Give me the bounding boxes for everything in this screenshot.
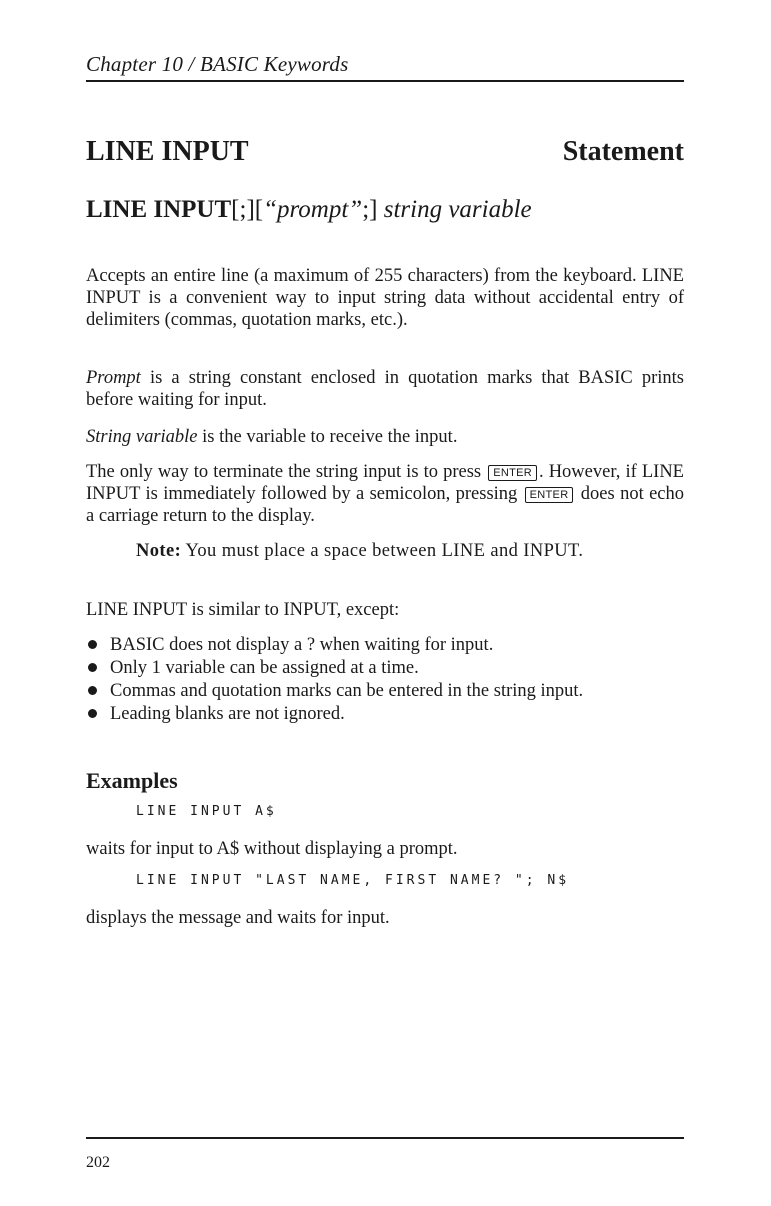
list-item: Commas and quotation marks can be entered in the string input. [86,680,684,702]
bullet-icon [88,686,97,695]
example-2-description: displays the message and waits for input. [86,908,390,928]
variable-paragraph [86,426,684,448]
similar-paragraph [86,599,684,621]
list-item: Leading blanks are not ignored. [86,703,684,725]
running-head: Chapter 10 / BASIC Keywords [86,52,349,76]
footer-rule [86,1137,684,1139]
header-rule [86,80,684,82]
syntax-optional-close: ;] [362,196,378,223]
terminate-text-c: does not echo a carriage return to the display. [86,484,684,526]
syntax-variable: string variable [377,196,532,223]
terminate-paragraph [86,461,684,527]
differences-list [86,634,684,726]
enter-key-glyph: ENTER [488,465,537,481]
list-item: BASIC does not display a ? when waiting for input. [86,634,684,656]
similar-text: LINE INPUT is similar to INPUT, except: [86,600,400,620]
syntax-line [86,196,532,224]
list-item: Only 1 variable can be assigned at a time. [86,657,684,679]
code-example-2: LINE INPUT "LAST NAME, FIRST NAME? "; N$ [136,873,570,888]
entry-type-label: Statement [562,136,684,167]
example-1-description: waits for input to A$ without displaying a prompt. [86,839,458,859]
note-label: Note: [136,541,182,561]
note-text: You must place a space between LINE and INPUT. [181,541,584,561]
entry-title-row [86,136,684,168]
terminate-text-b: . However, if LINE INPUT is immediately followed by a semicolon, pressing [86,462,684,504]
syntax-prompt: “prompt” [263,196,363,223]
prompt-paragraph [86,367,684,411]
paragraph-accepts: Accepts an entire line (a maximum of 255 characters) from the keyboard. LINE INPUT is a convenient way to input string data without accidental entry of delimiters (commas, quotation marks, etc.). [86,266,684,330]
syntax-optional-open: [;][ [231,196,264,223]
variable-term: String variable [86,427,198,447]
variable-description: is the variable to receive the input. [197,427,458,447]
enter-key-glyph: ENTER [525,487,574,503]
manual-page [86,0,684,1206]
examples-heading: Examples [86,768,178,793]
note-box [136,540,676,562]
bullet-icon [88,709,97,718]
bullet-icon [88,663,97,672]
prompt-description: is a string constant enclosed in quotation marks that BASIC prints before waiting for input. [86,368,684,410]
description-block [86,265,684,331]
syntax-keyword: LINE INPUT [86,196,232,223]
bullet-icon [88,640,97,649]
entry-keyword-title: LINE INPUT [86,136,249,167]
prompt-term: Prompt [86,368,141,388]
page-number: 202 [86,1154,110,1171]
terminate-text-a: The only way to terminate the string input is to press [86,462,487,482]
code-example-1: LINE INPUT A$ [136,804,277,819]
